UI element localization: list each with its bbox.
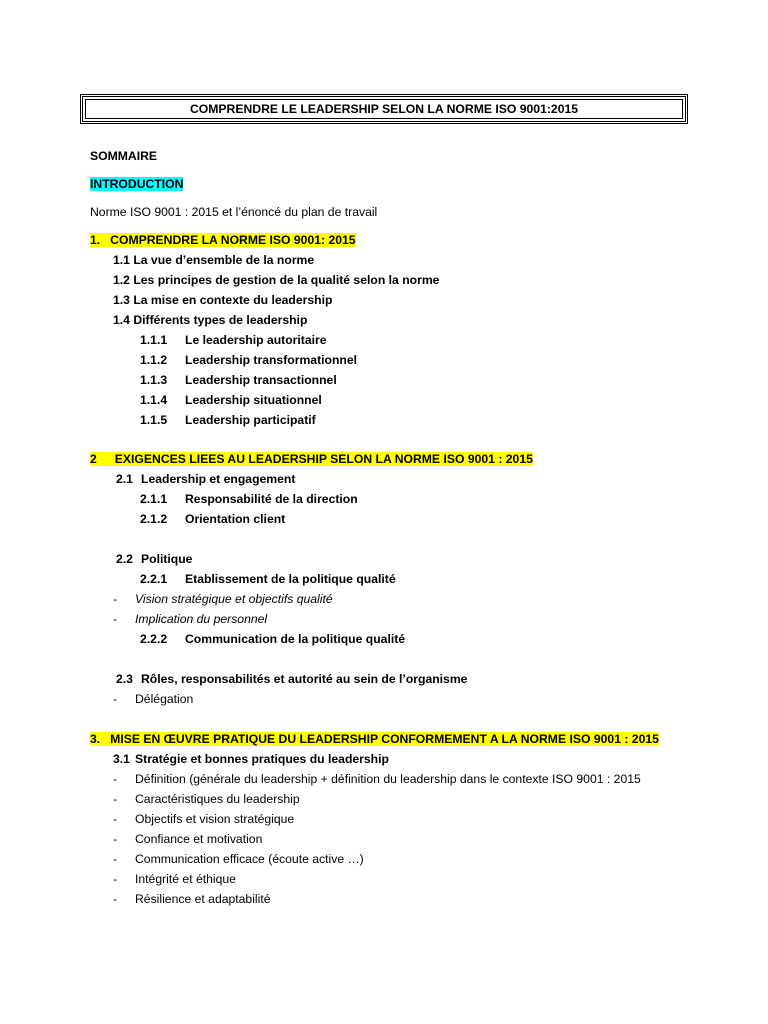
toc-subitem-number: 2.1.2 <box>140 512 168 526</box>
bullet-item: Implication du personnel <box>135 612 268 626</box>
section-1-number: 1. <box>90 233 101 247</box>
toc-subitem-label: Leadership transformationnel <box>185 353 358 367</box>
introduction-heading: INTRODUCTION <box>90 177 184 191</box>
bullet-dash: - <box>113 832 118 846</box>
bullet-item: Objectifs et vision stratégique <box>135 812 295 826</box>
section-3-label: MISE EN ŒUVRE PRATIQUE DU LEADERSHIP CONFORMEMENT A LA NORME ISO 9001 : 2015 <box>110 732 659 746</box>
bullet-item: Délégation <box>135 692 194 706</box>
toc-item-number: 2.1 <box>116 472 133 486</box>
bullet-dash: - <box>113 892 118 906</box>
bullet-item: Résilience et adaptabilité <box>135 892 271 906</box>
bullet-dash: - <box>113 612 118 626</box>
toc-subitem-label: Leadership transactionnel <box>185 373 337 387</box>
bullet-dash: - <box>113 852 118 866</box>
toc-subitem-label: Etablissement de la politique qualité <box>185 572 396 586</box>
bullet-dash: - <box>113 812 118 826</box>
bullet-dash: - <box>113 792 118 806</box>
section-1-label: COMPRENDRE LA NORME ISO 9001: 2015 <box>110 233 356 247</box>
bullet-dash: - <box>113 872 118 886</box>
toc-subitem-number: 2.2.1 <box>140 572 168 586</box>
toc-subitem-label: Responsabilité de la direction <box>185 492 358 506</box>
toc-item: 1.3 La mise en contexte du leadership <box>113 293 333 307</box>
bullet-item: Communication efficace (écoute active …) <box>135 852 364 866</box>
toc-subitem-label: Communication de la politique qualité <box>185 632 406 646</box>
toc-item-number: 2.3 <box>116 672 133 686</box>
bullet-dash: - <box>113 592 118 606</box>
bullet-item: Intégrité et éthique <box>135 872 236 886</box>
sommaire-heading: SOMMAIRE <box>90 149 158 163</box>
toc-item: 1.4 Différents types de leadership <box>113 313 308 327</box>
toc-subitem-number: 2.2.2 <box>140 632 168 646</box>
toc-item-label: Leadership et engagement <box>141 472 296 486</box>
toc-item-label: Politique <box>141 552 193 566</box>
bullet-dash: - <box>113 692 118 706</box>
section-2-label: EXIGENCES LIEES AU LEADERSHIP SELON LA NORME ISO 9001 : 2015 <box>114 452 533 466</box>
toc-subitem-label: Le leadership autoritaire <box>185 333 327 347</box>
toc-subitem-number: 1.1.5 <box>140 413 168 427</box>
toc-subitem-label: Orientation client <box>185 512 286 526</box>
document-title: COMPRENDRE LE LEADERSHIP SELON LA NORME ISO 9001:2015 <box>189 102 579 116</box>
toc-subitem-label: Leadership participatif <box>185 413 316 427</box>
intro-text: Norme ISO 9001 : 2015 et l’énoncé du plan de travail <box>90 205 378 219</box>
toc-item: 1.1 La vue d’ensemble de la norme <box>113 253 315 267</box>
bullet-item: Vision stratégique et objectifs qualité <box>135 592 333 606</box>
section-2-number: 2 <box>90 452 97 466</box>
bullet-item: Définition (générale du leadership + définition du leadership dans le contexte ISO 9001 : 2015 <box>135 772 641 786</box>
bullet-item: Confiance et motivation <box>135 832 263 846</box>
toc-subitem-number: 1.1.1 <box>140 333 168 347</box>
toc-item-number: 3.1 <box>113 752 130 766</box>
bullet-item: Caractéristiques du leadership <box>135 792 300 806</box>
toc-subitem-number: 1.1.4 <box>140 393 168 407</box>
section-3-number: 3. <box>90 732 101 746</box>
toc-subitem-number: 2.1.1 <box>140 492 168 506</box>
toc-subitem-number: 1.1.2 <box>140 353 168 367</box>
section-2-heading <box>90 451 533 467</box>
toc-item-label: Rôles, responsabilités et autorité au sein de l’organisme <box>141 672 468 686</box>
bullet-dash: - <box>113 772 118 786</box>
toc-item-label: Stratégie et bonnes pratiques du leadership <box>135 752 389 766</box>
section-1-heading <box>90 232 356 248</box>
toc-item: 1.2 Les principes de gestion de la qualité selon la norme <box>113 273 440 287</box>
title-box <box>80 94 688 124</box>
toc-subitem-label: Leadership situationnel <box>185 393 322 407</box>
toc-item-number: 2.2 <box>116 552 133 566</box>
toc-subitem-number: 1.1.3 <box>140 373 168 387</box>
section-3-heading <box>90 731 659 747</box>
